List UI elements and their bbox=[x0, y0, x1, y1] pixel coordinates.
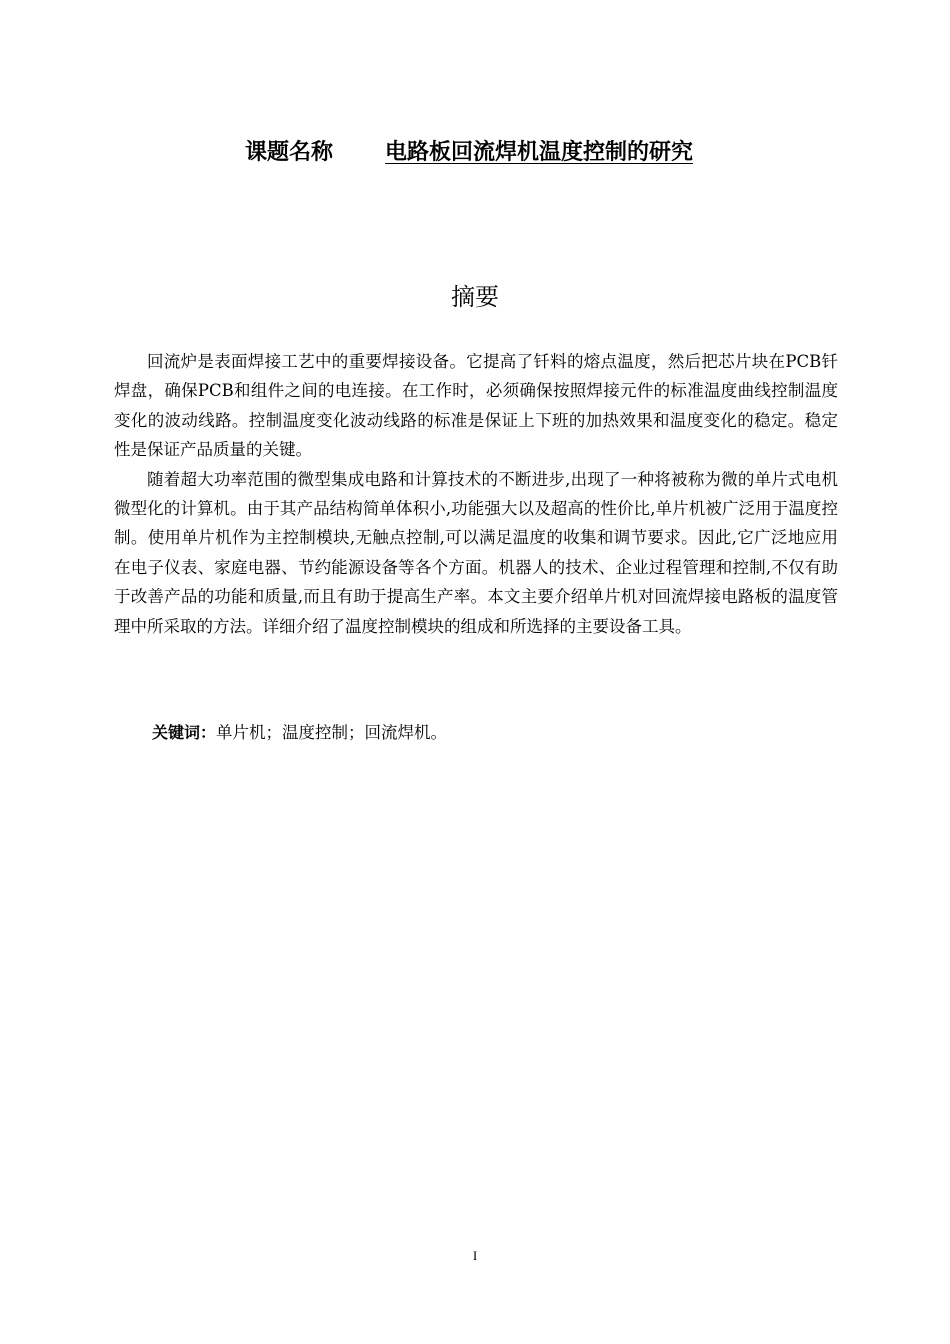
abstract-paragraph-2: 随着超大功率范围的微型集成电路和计算技术的不断进步,出现了一种将被称为微的单片式电机微型化的计算机。由于其产品结构简单体积小,功能强大以及超高的性价比,单片机被广泛用于温度控制。使用单片机作为主控制模块,无触点控制,可以满足温度的收集和调节要求。因此,它广泛地应用在电子仪表、家庭电器、节约能源设备等各个方面。机器人的技术、企业过程管理和控制,不仅有助于改善产品的功能和质量,而且有助于提高生产率。本文主要介绍单片机对回流焊接电路板的温度管理中所采取的方法。详细介绍了温度控制模块的组成和所选择的主要设备工具。 bbox=[114, 469, 838, 636]
keywords-value: 单片机；温度控制；回流焊机。 bbox=[216, 723, 448, 742]
page-number: I bbox=[472, 1248, 478, 1263]
thesis-title bbox=[0, 138, 950, 168]
abstract-body bbox=[114, 347, 838, 641]
title-topic: 电路板回流焊机温度控制的研究 bbox=[385, 140, 694, 165]
keywords-label: 关键词： bbox=[152, 723, 217, 742]
keywords-line bbox=[152, 719, 842, 747]
title-label: 课题名称 bbox=[244, 140, 333, 165]
abstract-paragraph-1: 回流炉是表面焊接工艺中的重要焊接设备。它提高了钎料的熔点温度，然后把芯片块在PCB钎焊盘，确保PCB和组件之间的电连接。在工作时，必须确保按照焊接元件的标准温度曲线控制温度变化的波动线路。控制温度变化波动线路的标准是保证上下班的加热效果和温度变化的稳定。稳定性是保证产品质量的关键。 bbox=[114, 352, 838, 460]
abstract-heading: 摘要 bbox=[451, 283, 499, 311]
